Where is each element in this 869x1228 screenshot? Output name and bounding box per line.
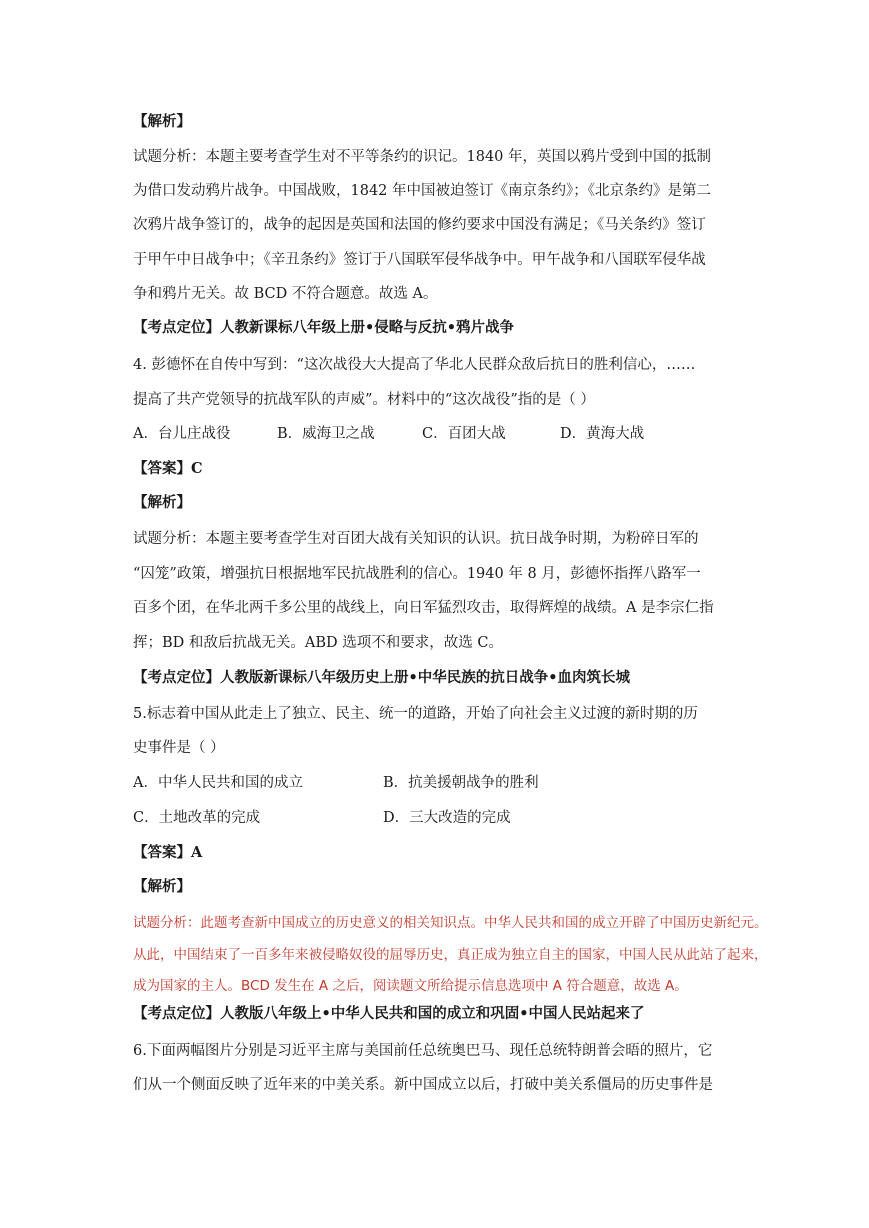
q6-stem-line: 们从一个侧面反映了近年来的中美关系。新中国成立以后，打破中美关系僵局的历史事件是 [133, 1077, 713, 1093]
q5-analysis-label: 【解析】 [133, 878, 191, 895]
q5-analysis-line: 试题分析：此题考查新中国成立的历史意义的相关知识点。中华人民共和国的成立开辟了中国历史新纪元。 [133, 915, 768, 931]
q3-analysis-line: 试题分析：本题主要考查学生对不平等条约的识记。1840 年，英国以鸦片受到中国的抵制 [133, 149, 712, 165]
q3-analysis-line: 次鸦片战争签订的，战争的起因是英国和法国的修约要求中国没有满足；《马关条约》签订 [133, 217, 706, 233]
q5-kaodian: 【考点定位】人教版八年级上•中华人民共和国的成立和巩固•中国人民站起来了 [133, 1005, 645, 1022]
q6-stem-line: 6.下面两幅图片分别是习近平主席与美国前任总统奥巴马、现任总统特朗普会晤的照片，它 [133, 1043, 713, 1059]
q5-option-a: A．中华人民共和国的成立 [133, 775, 303, 791]
q3-analysis-line: 于甲午中日战争中；《辛丑条约》签订于八国联军侵华战争中。甲午战争和八国联军侵华战 [133, 252, 706, 268]
q4-answer: 【答案】C [133, 460, 203, 477]
q4-option-c: C．百团大战 [422, 426, 506, 442]
q5-answer: 【答案】A [133, 844, 203, 861]
q4-analysis-line: “囚笼”政策，增强抗日根据地军民抗战胜利的信心。1940 年 8 月，彭德怀指挥八路军一 [133, 566, 701, 582]
q5-option-b: B．抗美援朝战争的胜利 [383, 775, 539, 791]
q4-analysis-line: 试题分析：本题主要考查学生对百团大战有关知识的认识。抗日战争时期，为粉碎日军的 [133, 531, 699, 547]
q5-analysis-line: 成为国家的主人。BCD 发生在 A 之后，阅读题文所给提示信息选项中 A 符合题意，故选 A。 [133, 978, 688, 994]
q4-kaodian: 【考点定位】人教版新课标八年级历史上册•中华民族的抗日战争•血肉筑长城 [133, 669, 631, 686]
q5-option-c: C．土地改革的完成 [133, 810, 261, 826]
q4-stem-line: 4. 彭德怀在自传中写到：“这次战役大大提高了华北人民群众敌后抗日的胜利信心，…… [133, 357, 696, 373]
q4-analysis-line: 挥；BD 和敌后抗战无关。ABD 选项不和要求，故选 C。 [133, 635, 503, 651]
q5-stem-line: 5.标志着中国从此走上了独立、民主、统一的道路，开始了向社会主义过渡的新时期的历 [133, 706, 698, 722]
q3-analysis-line: 为借口发动鸦片战争。中国战败，1842 年中国被迫签订《南京条约》；《北京条约》是第二 [133, 183, 712, 199]
q3-analysis-label: 【解析】 [133, 113, 191, 130]
q3-analysis-line: 争和鸦片无关。故 BCD 不符合题意。故选 A。 [133, 286, 438, 302]
q4-option-a: A．台儿庄战役 [133, 426, 231, 442]
q3-kaodian: 【考点定位】人教新课标八年级上册•侵略与反抗•鸦片战争 [133, 319, 515, 336]
q4-option-d: D．黄海大战 [560, 426, 645, 442]
q5-stem-line: 史事件是（ ） [133, 740, 225, 756]
q5-analysis-line: 从此，中国结束了一百多年来被侵略奴役的屈辱历史，真正成为独立自主的国家，中国人民从此站了起来， [133, 947, 768, 963]
q4-stem-line: 提高了共产党领导的抗战军队的声威”。材料中的“这次战役”指的是（ ） [133, 392, 595, 408]
q4-analysis-label: 【解析】 [133, 494, 191, 511]
q4-option-b: B．威海卫之战 [277, 426, 375, 442]
q4-analysis-line: 百多个团，在华北两千多公里的战线上，向日军猛烈攻击，取得辉煌的战绩。A 是李宗仁指 [133, 600, 714, 616]
q5-option-d: D．三大改造的完成 [383, 810, 511, 826]
